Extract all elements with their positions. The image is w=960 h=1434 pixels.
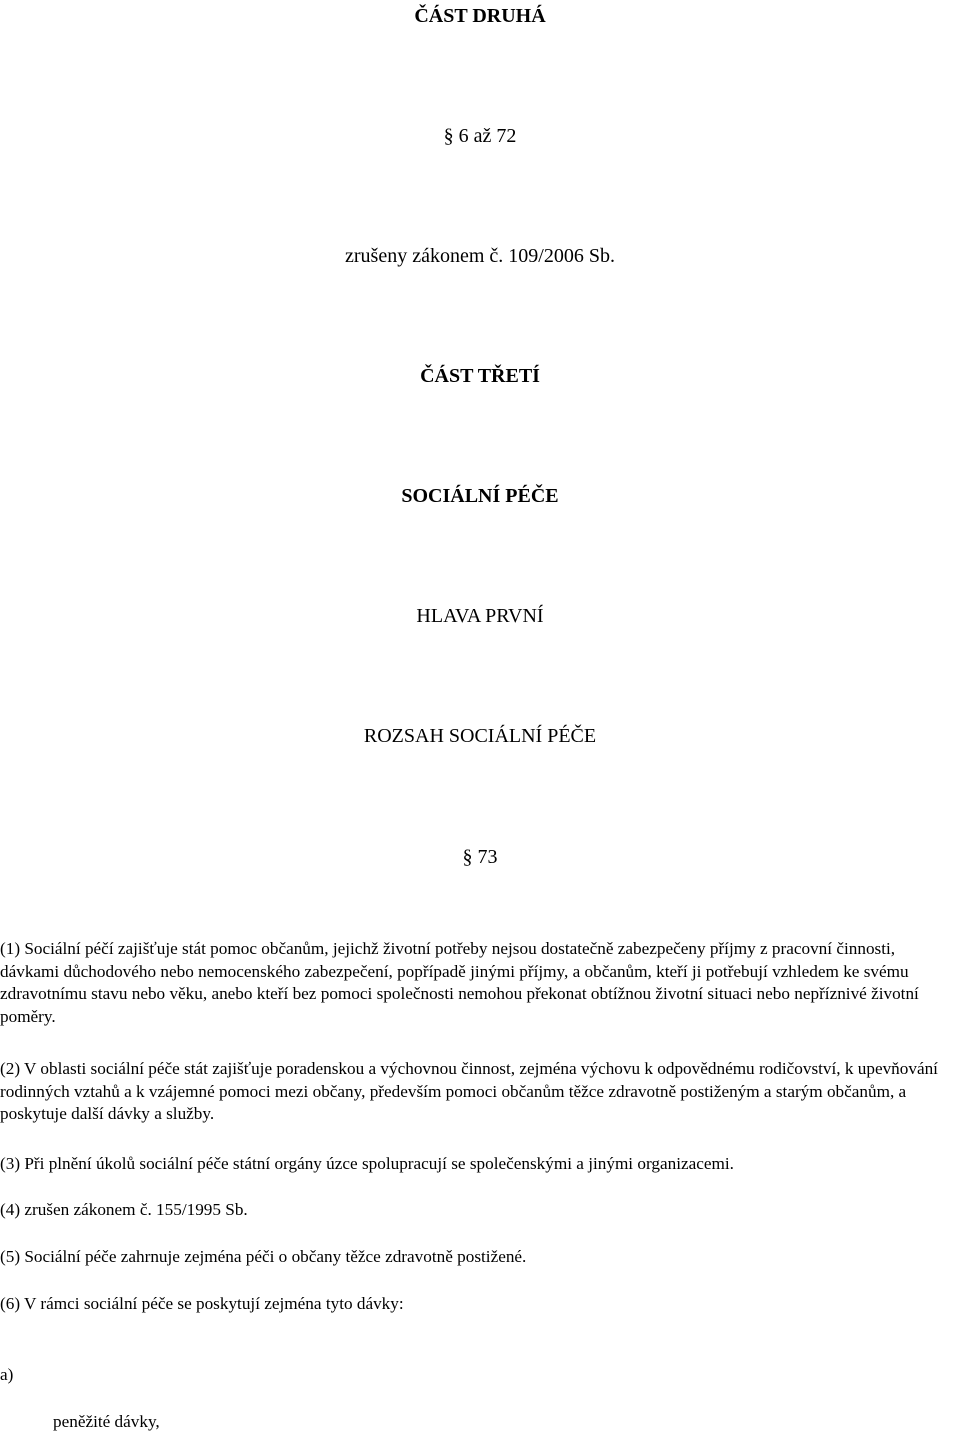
repealed-note: zrušeny zákonem č. 109/2006 Sb. <box>345 245 615 267</box>
list-item-text: peněžité dávky, <box>53 1412 160 1431</box>
paragraph-2: (2) V oblasti sociální péče stát zajišťuje poradenskou a výchovnou činnost, zejména výchovu k odpovědnému rodičovství, k upevňování rodinných vztahů a k vzájemné pomoci mezi občany, především pomoci občanům těžce zdravotně postiženým a starým občanům, a poskytuje další dávky a služby. <box>0 1059 938 1124</box>
section-range: § 6 až 72 <box>443 125 517 147</box>
part-three-title: SOCIÁLNÍ PÉČE <box>401 485 559 507</box>
paragraph-6: (6) V rámci sociální péče se poskytují zejména tyto dávky: <box>0 1294 404 1313</box>
section-number-text: 73 <box>477 846 498 868</box>
paragraph-4: (4) zrušen zákonem č. 155/1995 Sb. <box>0 1200 248 1219</box>
chapter-heading: HLAVA PRVNÍ <box>416 605 544 627</box>
section-number: § 73 <box>462 846 498 868</box>
list-item-label: a) <box>0 1365 14 1384</box>
paragraph-3: (3) Při plnění úkolů sociální péče státní orgány úzce spolupracují se společenskými a jinými organizacemi. <box>0 1154 734 1173</box>
paragraph-1: (1) Sociální péčí zajišťuje stát pomoc občanům, jejichž životní potřeby nejsou dostatečně zabezpečeny příjmy z pracovní činnosti, dávkami důchodového nebo nemocenského zabezpečení, popřípadě jinými příjmy, a občanům, kteří ji potřebují vzhledem ke svému zdravotnímu stavu nebo věku, anebo kteří bez pomoci společnosti nemohou překonat obtížnou životní situaci nebo nepříznivé životní poměry. <box>0 939 919 1027</box>
part-two-heading: ČÁST DRUHÁ <box>414 5 546 27</box>
section-range-text: 6 až 72 <box>458 125 517 147</box>
chapter-title: ROZSAH SOCIÁLNÍ PÉČE <box>363 725 597 747</box>
paragraph-5: (5) Sociální péče zahrnuje zejména péči o občany těžce zdravotně postižené. <box>0 1247 527 1266</box>
part-three-heading: ČÁST TŘETÍ <box>420 365 540 387</box>
